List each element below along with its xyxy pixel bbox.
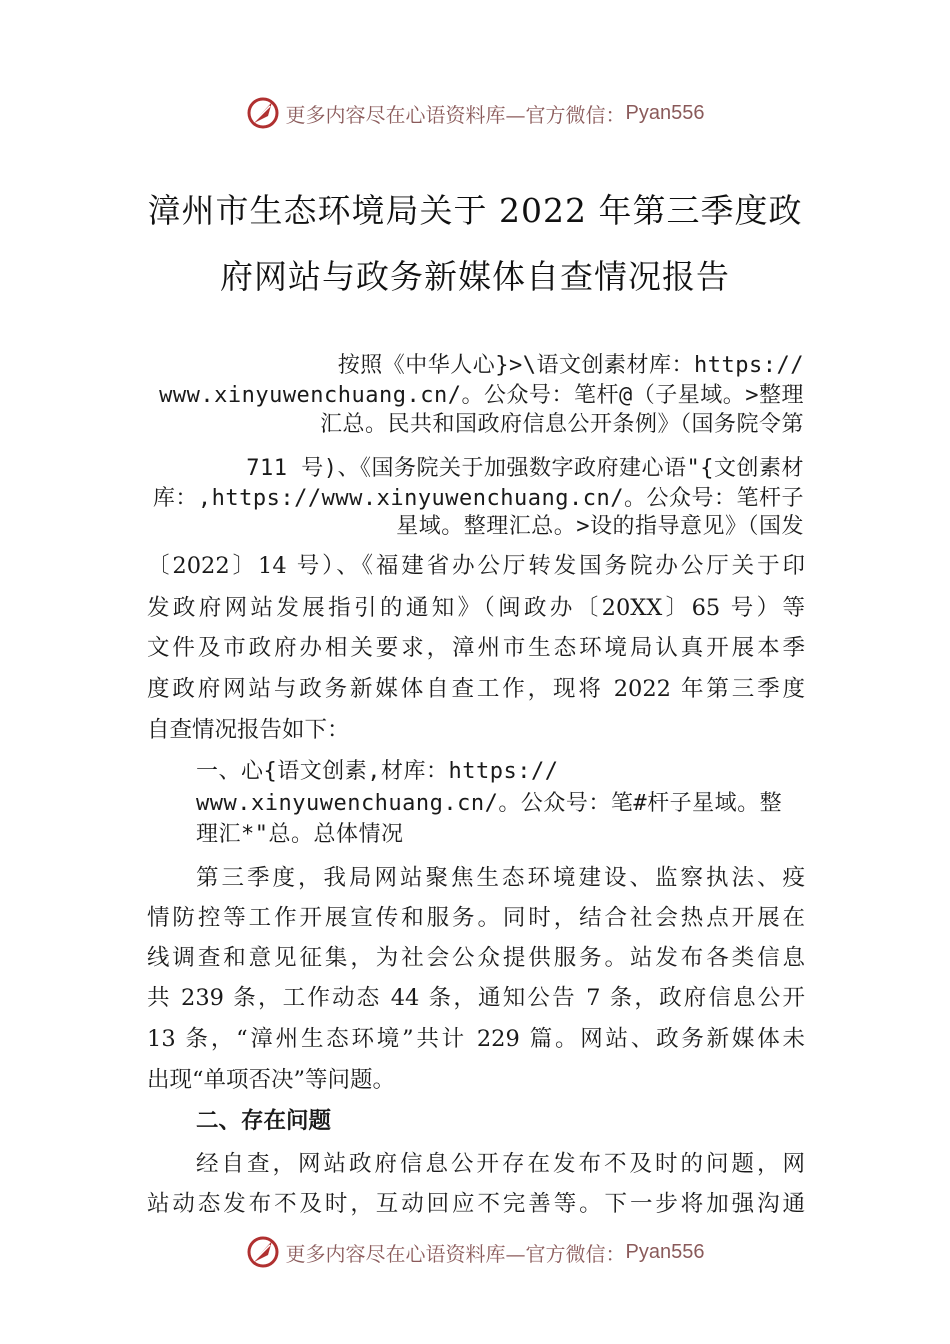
body-line: 文件及市政府办相关要求，漳州市生态环境局认真开展本季 [147,635,805,661]
body-line: 〔2022〕14 号）、《福建省办公厅转发国务院办公厅关于印 [147,553,805,579]
banner-wechat-id: Pyan556 [625,101,705,124]
body-line: 度政府网站与政务新媒体自查工作，现将 2022 年第三季度 [147,676,805,702]
body-line: 出现“单项否决”等问题。 [147,1067,396,1093]
banner-text: 更多内容尽在心语资料库—官方微信： [285,1241,626,1266]
body-line: 库：,https://www.xinyuwenchuang.cn/。公众号：笔杆子 [152,486,804,511]
bottom-watermark-banner [0,1235,950,1269]
banner-text: 更多内容尽在心语资料库—官方微信： [285,102,626,127]
section-heading-1: 一、心{语文创素,材库：https:// [196,759,559,784]
top-watermark-banner [0,96,950,130]
banner-wechat-id: Pyan556 [625,1240,705,1263]
body-line: 自查情况报告如下： [147,717,350,743]
body-line: 发政府网站发展指引的通知》（闽政办〔20XX〕65 号）等 [147,595,805,621]
quill-logo-icon [246,96,280,130]
body-line: 13 条，“漳州生态环境”共计 229 篇。网站、政务新媒体未 [147,1026,805,1052]
title-line-2: 府网站与政务新媒体自查情况报告 [220,257,730,296]
body-line: 情防控等工作开展宣传和服务。同时，结合社会热点开展在 [147,905,805,931]
body-line: 711 号)、《国务院关于加强数字政府建心语"{文创素材 [246,456,804,481]
body-line: 经自查，网站政府信息公开存在发布不及时的问题，网 [196,1151,805,1177]
title-line-1: 漳州市生态环境局关于 2022 年第三季度政 [147,191,803,230]
body-line: 第三季度，我局网站聚焦生态环境建设、监察执法、疫 [196,865,805,891]
quill-logo-icon [246,1235,280,1269]
body-line: 共 239 条，工作动态 44 条，通知公告 7 条，政府信息公开 [147,985,805,1011]
document-title [0,178,950,310]
body-line: 线调查和意见征集，为社会公众提供服务。站发布各类信息 [147,945,805,971]
section-heading-1-cont: www.xinyuwenchuang.cn/。公众号：笔#杆子星域。整 [196,791,783,816]
body-line: 星域。整理汇总。>设的指导意见》（国发 [396,514,804,539]
body-line: www.xinyuwenchuang.cn/。公众号：笔杆@（子星域。>整理 [159,383,804,408]
section-heading-1-cont: 理汇*"总。总体情况 [196,822,404,847]
section-heading-2: 二、存在问题 [196,1108,332,1134]
body-line: 站动态发布不及时，互动回应不完善等。下一步将加强沟通 [147,1191,805,1217]
body-line: 汇总。民共和国政府信息公开条例》（国务院令第 [319,412,804,437]
body-line: 按照《中华人心}>\语文创素材库：https:// [337,353,804,378]
